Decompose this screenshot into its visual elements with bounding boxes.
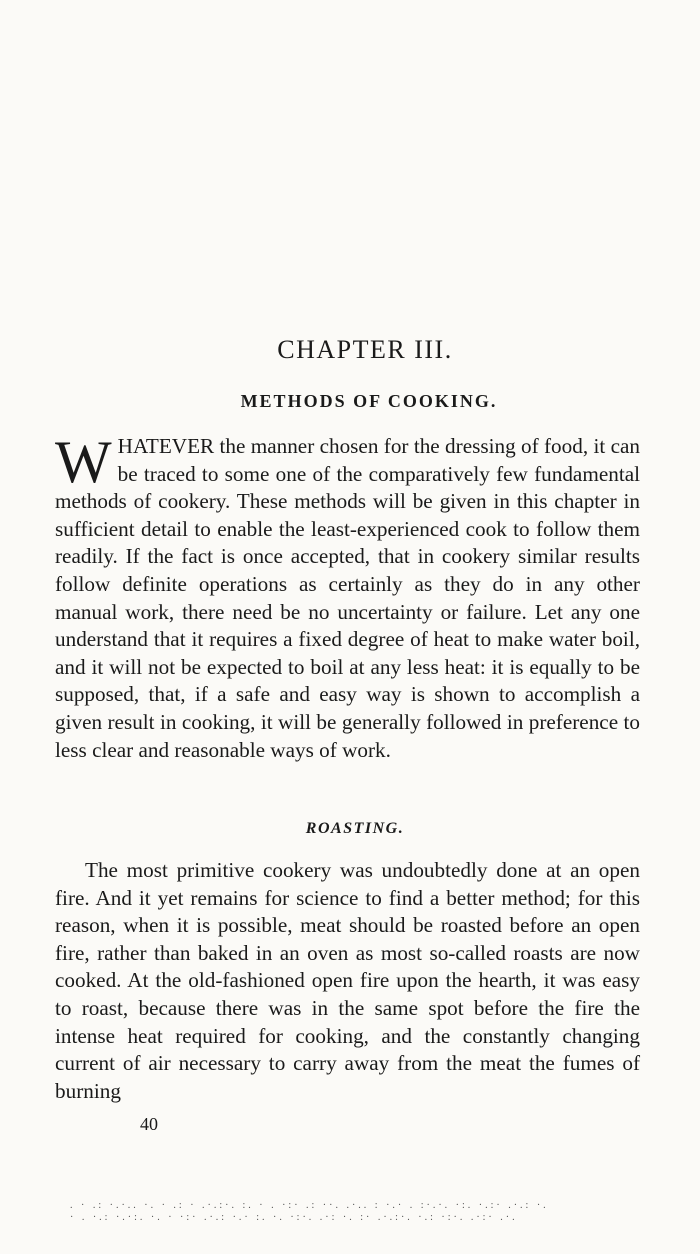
chapter-title: CHAPTER III. (277, 335, 453, 364)
print-speckle-decoration: . · .: ·.·.. ·. · .: · .·.:·. :. · . ·:· .: ··. .·.. : ·.· . :·.·. ·:. ·.:· .·.: ·. · . ·.: ·.·:. ·. · ·:· .·.: ·.· :. ·. ·:·. .·: ·. :· .·.:·. ·.: ·:·. .·:· .·. (70, 1200, 549, 1223)
section-title: METHODS OF COOKING. (240, 391, 498, 411)
opening-paragraph-text: HATEVER the manner chosen for the dressing of food, it can be traced to some one of the comparatively few fundamental methods of cookery. These methods will be given in this chapter in sufficient detail to enable the least-experienced cook to follow them readily. If the fact is once accepted, that in cookery similar results follow definite operations as certainly as they do in any other manual work, there need be no uncertainty or failure. Let any one understand that it requires a fixed degree of heat to make water boil, and it will not be expected to boil at any less heat: it is equally to be supposed, that, if a safe and easy way is shown to accomplish a given result in cooking, it will be generally followed in preference to less clear and reasonable ways of work. (55, 434, 640, 762)
page-number: 40 (140, 1114, 158, 1134)
drop-cap: W (55, 429, 112, 495)
subheading-roasting: ROASTING. (305, 820, 405, 837)
roasting-paragraph: The most primitive cookery was undoubtedly done at an open fire. And it yet remains for science to find a better method; for this reason, when it is possible, meat should be roasted before an open fire, rather than baked in an oven as most so-called roasts are now cooked. At the old-fashioned open fire upon the hearth, it was easy to roast, because there was in the same spot before the fire the intense heat required for cooking, and the constantly changing current of air necessary to carry away from the meat the fumes of burning (55, 858, 640, 1103)
opening-paragraph (55, 429, 640, 764)
